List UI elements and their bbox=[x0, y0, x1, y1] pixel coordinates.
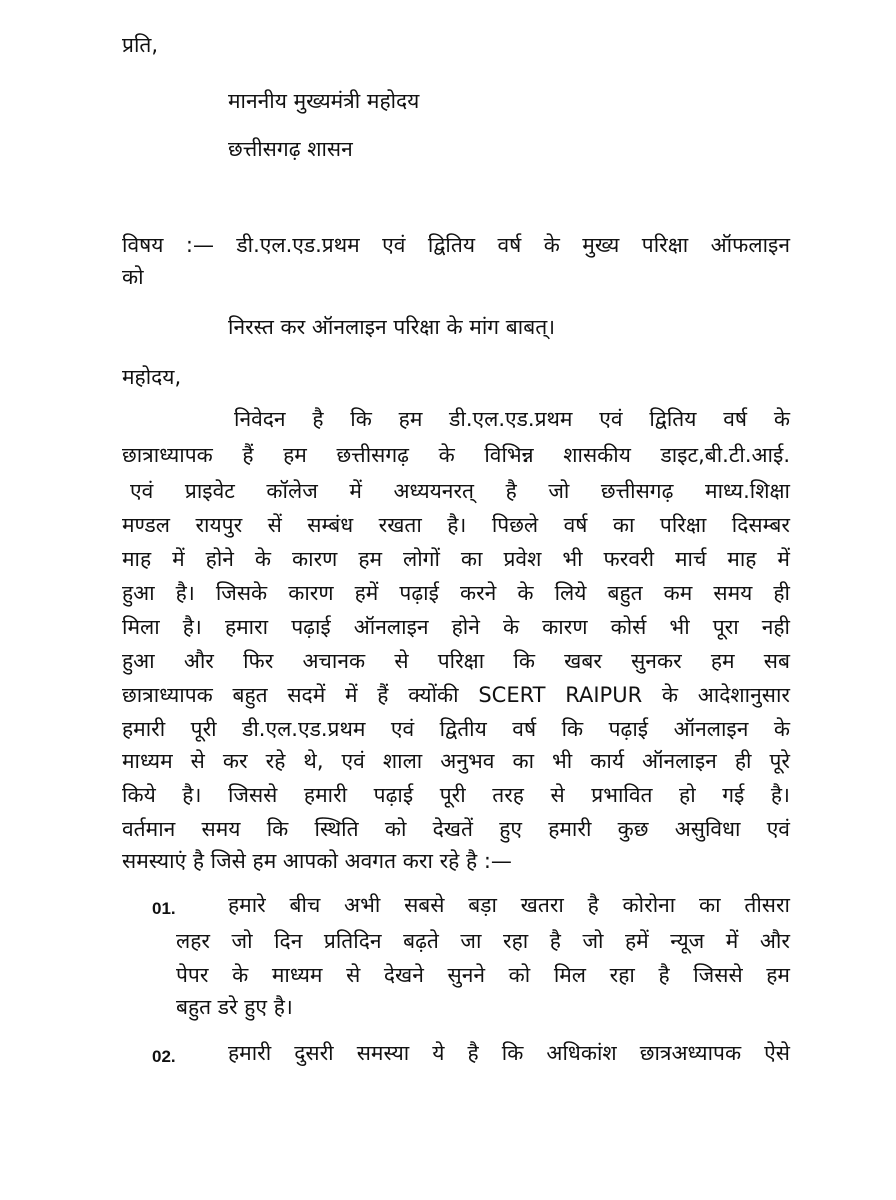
greeting: महोदय, bbox=[122, 365, 182, 389]
body-line: निवेदन है कि हम डी.एल.एड.प्रथम एवं द्वितिय वर्ष के bbox=[234, 407, 790, 431]
subject-line-1: विषय :— डी.एल.एड.प्रथम एवं द्वितिय वर्ष के मुख्य परिक्षा ऑफलाइन bbox=[122, 233, 790, 257]
body-line: समस्याएं है जिसे हम आपको अवगत करा रहे है :— bbox=[122, 849, 512, 873]
list-item-line: हमारी दुसरी समस्या ये है कि अधिकांश छात्रअध्यापक ऐसे bbox=[228, 1041, 790, 1065]
body-line: छात्राध्यापक हैं हम छत्तीसगढ़ के विभिन्न शासकीय डाइट,बी.टी.आई. bbox=[122, 443, 790, 467]
list-item-line: पेपर के माध्यम से देखने सुनने को मिल रहा है जिससे हम bbox=[176, 963, 790, 987]
salutation-to: प्रति, bbox=[122, 33, 159, 57]
body-line: एवं प्राइवेट कॉलेज में अध्ययनरत् है जो छत्तीसगढ़ माध्य.शिक्षा bbox=[130, 479, 790, 503]
body-line: माध्यम से कर रहे थे, एवं शाला अनुभव का भी कार्य ऑनलाइन ही पूरे bbox=[122, 749, 790, 773]
body-line: छात्राध्यापक बहुत सदमें में हैं क्योंकी SCERT RAIPUR के आदेशानुसार bbox=[122, 683, 790, 707]
body-line: माह में होने के कारण हम लोगों का प्रवेश भी फरवरी मार्च माह में bbox=[122, 547, 790, 571]
list-item-number: 02. bbox=[152, 1047, 176, 1066]
list-item-line: हमारे बीच अभी सबसे बड़ा खतरा है कोरोना का तीसरा bbox=[228, 893, 790, 917]
list-item-number: 01. bbox=[152, 899, 176, 918]
subject-line-3: निरस्त कर ऑनलाइन परिक्षा के मांग बाबत्। bbox=[228, 315, 556, 339]
body-line: मिला है। हमारा पढ़ाई ऑनलाइन होने के कारण कोर्स भी पूरा नही bbox=[122, 615, 790, 639]
body-line: मण्डल रायपुर सें सम्बंध रखता है। पिछले वर्ष का परिक्षा दिसम्बर bbox=[122, 513, 790, 537]
body-line: हुआ है। जिसके कारण हमें पढ़ाई करने के लिये बहुत कम समय ही bbox=[122, 581, 790, 605]
body-line: वर्तमान समय कि स्थिति को देखतें हुए हमारी कुछ असुविधा एवं bbox=[122, 817, 790, 841]
list-item-line: बहुत डरे हुए है। bbox=[176, 995, 293, 1019]
list-item-line: लहर जो दिन प्रतिदिन बढ़ते जा रहा है जो हमें न्यूज में और bbox=[176, 929, 790, 953]
body-line: हमारी पूरी डी.एल.एड.प्रथम एवं द्वितीय वर्ष कि पढ़ाई ऑनलाइन के bbox=[122, 717, 790, 741]
addressee-line-1: माननीय मुख्यमंत्री महोदय bbox=[228, 89, 420, 113]
addressee-line-2: छत्तीसगढ़ शासन bbox=[228, 137, 353, 161]
subject-line-2: को bbox=[122, 265, 144, 289]
body-line: किये है। जिससे हमारी पढ़ाई पूरी तरह से प्रभावित हो गई है। bbox=[122, 783, 790, 807]
body-line: हुआ और फिर अचानक से परिक्षा कि खबर सुनकर हम सब bbox=[122, 649, 790, 673]
